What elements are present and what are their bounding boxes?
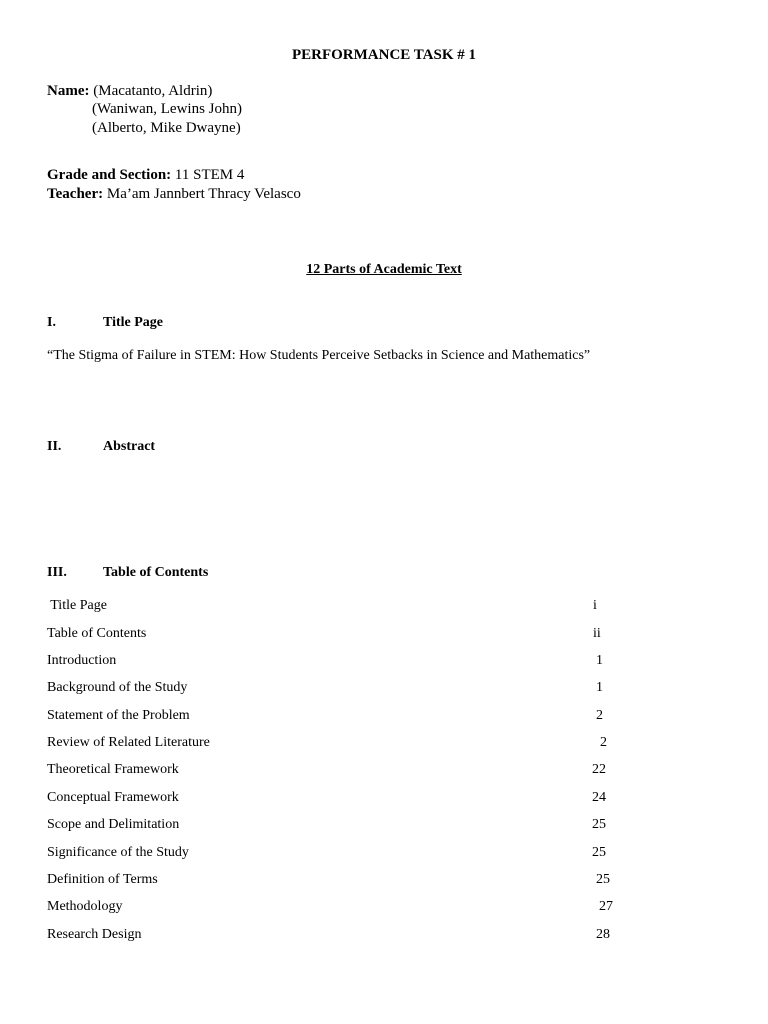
section-numeral-2: II. [47,439,62,454]
name-line [47,83,212,100]
toc-row [0,708,768,728]
toc-page-number: 1 [596,653,603,668]
toc-page-number: 28 [596,927,610,942]
toc-page-number: 2 [600,735,607,750]
toc-row [0,817,768,837]
page-title: PERFORMANCE TASK # 1 [291,47,477,63]
document-heading: 12 Parts of Academic Text [306,262,462,277]
toc-label: Statement of the Problem [47,708,190,723]
section-title-2: Abstract [103,439,156,454]
toc-label: Scope and Delimitation [47,817,180,832]
name-label: Name: [47,83,90,99]
toc-label: Title Page [47,598,107,613]
toc-page-number: 25 [592,845,606,860]
toc-row [0,872,768,892]
toc-page-number: i [593,598,597,613]
toc-row [0,845,768,865]
toc-label: Background of the Study [47,680,188,695]
section-numeral-1: I. [47,315,56,330]
toc-label: Research Design [47,927,142,942]
toc-label: Review of Related Literature [47,735,210,750]
toc-row [0,927,768,947]
toc-label: Conceptual Framework [47,790,179,805]
toc-label: Table of Contents [47,626,147,641]
toc-label: Significance of the Study [47,845,189,860]
toc-page-number: 25 [596,872,610,887]
toc-row [0,899,768,919]
toc-row [0,680,768,700]
toc-page-number: 25 [592,817,606,832]
toc-row [0,598,768,618]
toc-label: Introduction [47,653,117,668]
section-numeral-3: III. [47,565,67,580]
student-name-2: (Waniwan, Lewins John) [92,101,243,117]
toc-page-number: ii [593,626,601,641]
student-name-1: (Macatanto, Aldrin) [93,83,213,99]
toc-row [0,790,768,810]
section-title-1: Title Page [103,315,164,330]
toc-row [0,653,768,673]
toc-row [0,626,768,646]
research-title: “The Stigma of Failure in STEM: How Students Perceive Setbacks in Science and Mathematics” [47,348,591,363]
toc-label: Theoretical Framework [47,762,179,777]
grade-label: Grade and Section: [47,167,172,183]
toc-label: Definition of Terms [47,872,158,887]
toc-page-number: 27 [599,899,613,914]
teacher-label: Teacher: [47,186,104,202]
toc-page-number: 2 [596,708,603,723]
toc-label: Methodology [47,899,123,914]
grade-line [47,167,244,184]
section-title-3: Table of Contents [103,565,209,580]
teacher-line [47,186,301,203]
toc-page-number: 1 [596,680,603,695]
toc-row [0,735,768,755]
teacher-value: Ma’am Jannbert Thracy Velasco [106,186,301,202]
student-name-3: (Alberto, Mike Dwayne) [92,120,241,136]
grade-value: 11 STEM 4 [174,167,245,183]
toc-row [0,762,768,782]
toc-page-number: 22 [592,762,606,777]
toc-page-number: 24 [592,790,606,805]
